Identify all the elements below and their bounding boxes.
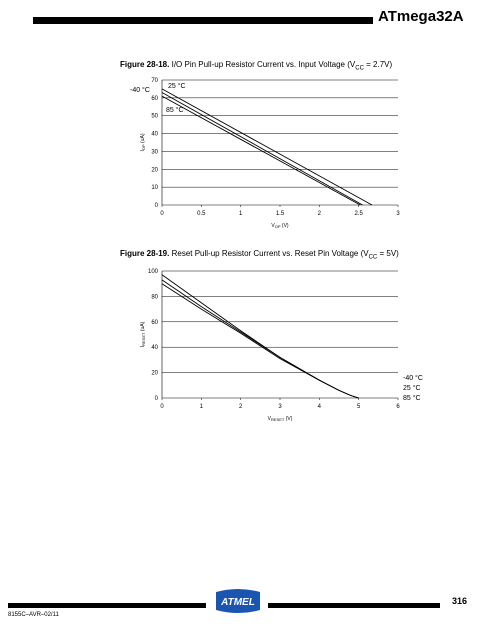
fig1-y-axis-label: $I_{OP}$ (uA) — [140, 133, 146, 152]
fig2-y-tick-label-5: 100 — [147, 269, 158, 275]
figure-1-label: Figure 28-18. — [120, 60, 170, 69]
figure-2-tail: = 5V) — [377, 249, 399, 258]
fig2-series-label-1: 25 °C — [403, 385, 421, 392]
fig1-x-tick-label-4: 2 — [317, 211, 322, 217]
footer-rule-right — [268, 603, 440, 608]
fig2-x-axis-label: $V_{RESET}$ (V) — [267, 416, 293, 422]
document-id: 8155C–AVR–02/11 — [8, 612, 59, 618]
fig1-series-line-0 — [162, 89, 372, 205]
footer-rule-left — [8, 603, 206, 608]
fig2-y-tick-label-2: 40 — [151, 345, 158, 352]
fig2-series-label-0: -40 °C — [403, 375, 423, 382]
fig2-x-tick-label-0: 0 — [160, 404, 164, 410]
fig1-series-label-1: 25 °C — [168, 83, 186, 90]
fig2-x-tick-label-6: 6 — [396, 404, 400, 410]
fig1-y-tick-label-6: 60 — [151, 95, 158, 102]
fig1-x-tick-label-1: 0.5 — [197, 211, 206, 217]
fig2-y-tick-label-4: 80 — [151, 294, 158, 301]
fig1-y-tick-label-3: 30 — [151, 149, 158, 156]
fig1-x-tick-label-2: 1 — [238, 211, 243, 217]
fig2-series-line-1 — [162, 280, 359, 398]
fig1-series-label-2: 85 °C — [166, 107, 184, 114]
fig1-y-tick-label-0: 0 — [154, 203, 158, 209]
fig1-series-label-0: -40 °C — [130, 87, 150, 94]
fig2-x-tick-label-5: 5 — [356, 404, 361, 410]
fig1-y-tick-label-2: 20 — [151, 167, 158, 174]
fig1-series-line-2 — [162, 96, 360, 205]
fig1-x-tick-label-6: 3 — [396, 211, 400, 217]
fig2-series-line-2 — [162, 284, 359, 398]
fig2-x-tick-label-1: 1 — [199, 404, 204, 410]
figure-2-text: Reset Pull-up Resistor Current vs. Reset Pin Voltage (V — [171, 249, 369, 258]
fig1-y-tick-label-4: 40 — [151, 131, 158, 138]
fig2-y-axis-label: $I_{RESET}$ (uA) — [140, 321, 146, 348]
page-title: ATmega32A — [378, 8, 464, 25]
fig2-x-tick-label-3: 3 — [278, 404, 282, 410]
figure-1-text: I/O Pin Pull-up Resistor Current vs. Input Voltage (V — [171, 60, 356, 69]
fig1-x-axis-label: $V_{OP}$ (V) — [271, 223, 289, 229]
fig2-x-tick-label-2: 2 — [238, 404, 243, 410]
figure-2-label: Figure 28-19. — [120, 249, 170, 258]
fig1-x-tick-label-3: 1.5 — [275, 211, 285, 217]
fig2-series-label-2: 85 °C — [403, 395, 421, 402]
fig2-y-tick-label-0: 0 — [154, 396, 158, 402]
logo-text: ATMEL — [221, 597, 255, 608]
atmel-logo — [212, 588, 264, 618]
fig1-y-tick-label-1: 10 — [151, 185, 158, 192]
fig2-y-tick-label-1: 20 — [151, 370, 158, 377]
fig1-series-line-1 — [162, 93, 363, 206]
fig2-series-line-0 — [162, 275, 359, 398]
fig1-y-tick-label-5: 50 — [151, 113, 158, 120]
fig1-x-tick-label-0: 0 — [160, 211, 164, 217]
fig2-y-tick-label-3: 60 — [151, 319, 158, 326]
fig2-x-tick-label-4: 4 — [317, 404, 322, 410]
fig1-y-tick-label-7: 70 — [151, 78, 158, 84]
page-number: 316 — [452, 596, 468, 606]
figure-1-sub: CC — [355, 65, 364, 72]
figure-2-sub: CC — [368, 254, 378, 261]
figure-1-tail: = 2.7V) — [363, 60, 393, 69]
fig1-x-tick-label-5: 2.5 — [354, 211, 363, 217]
